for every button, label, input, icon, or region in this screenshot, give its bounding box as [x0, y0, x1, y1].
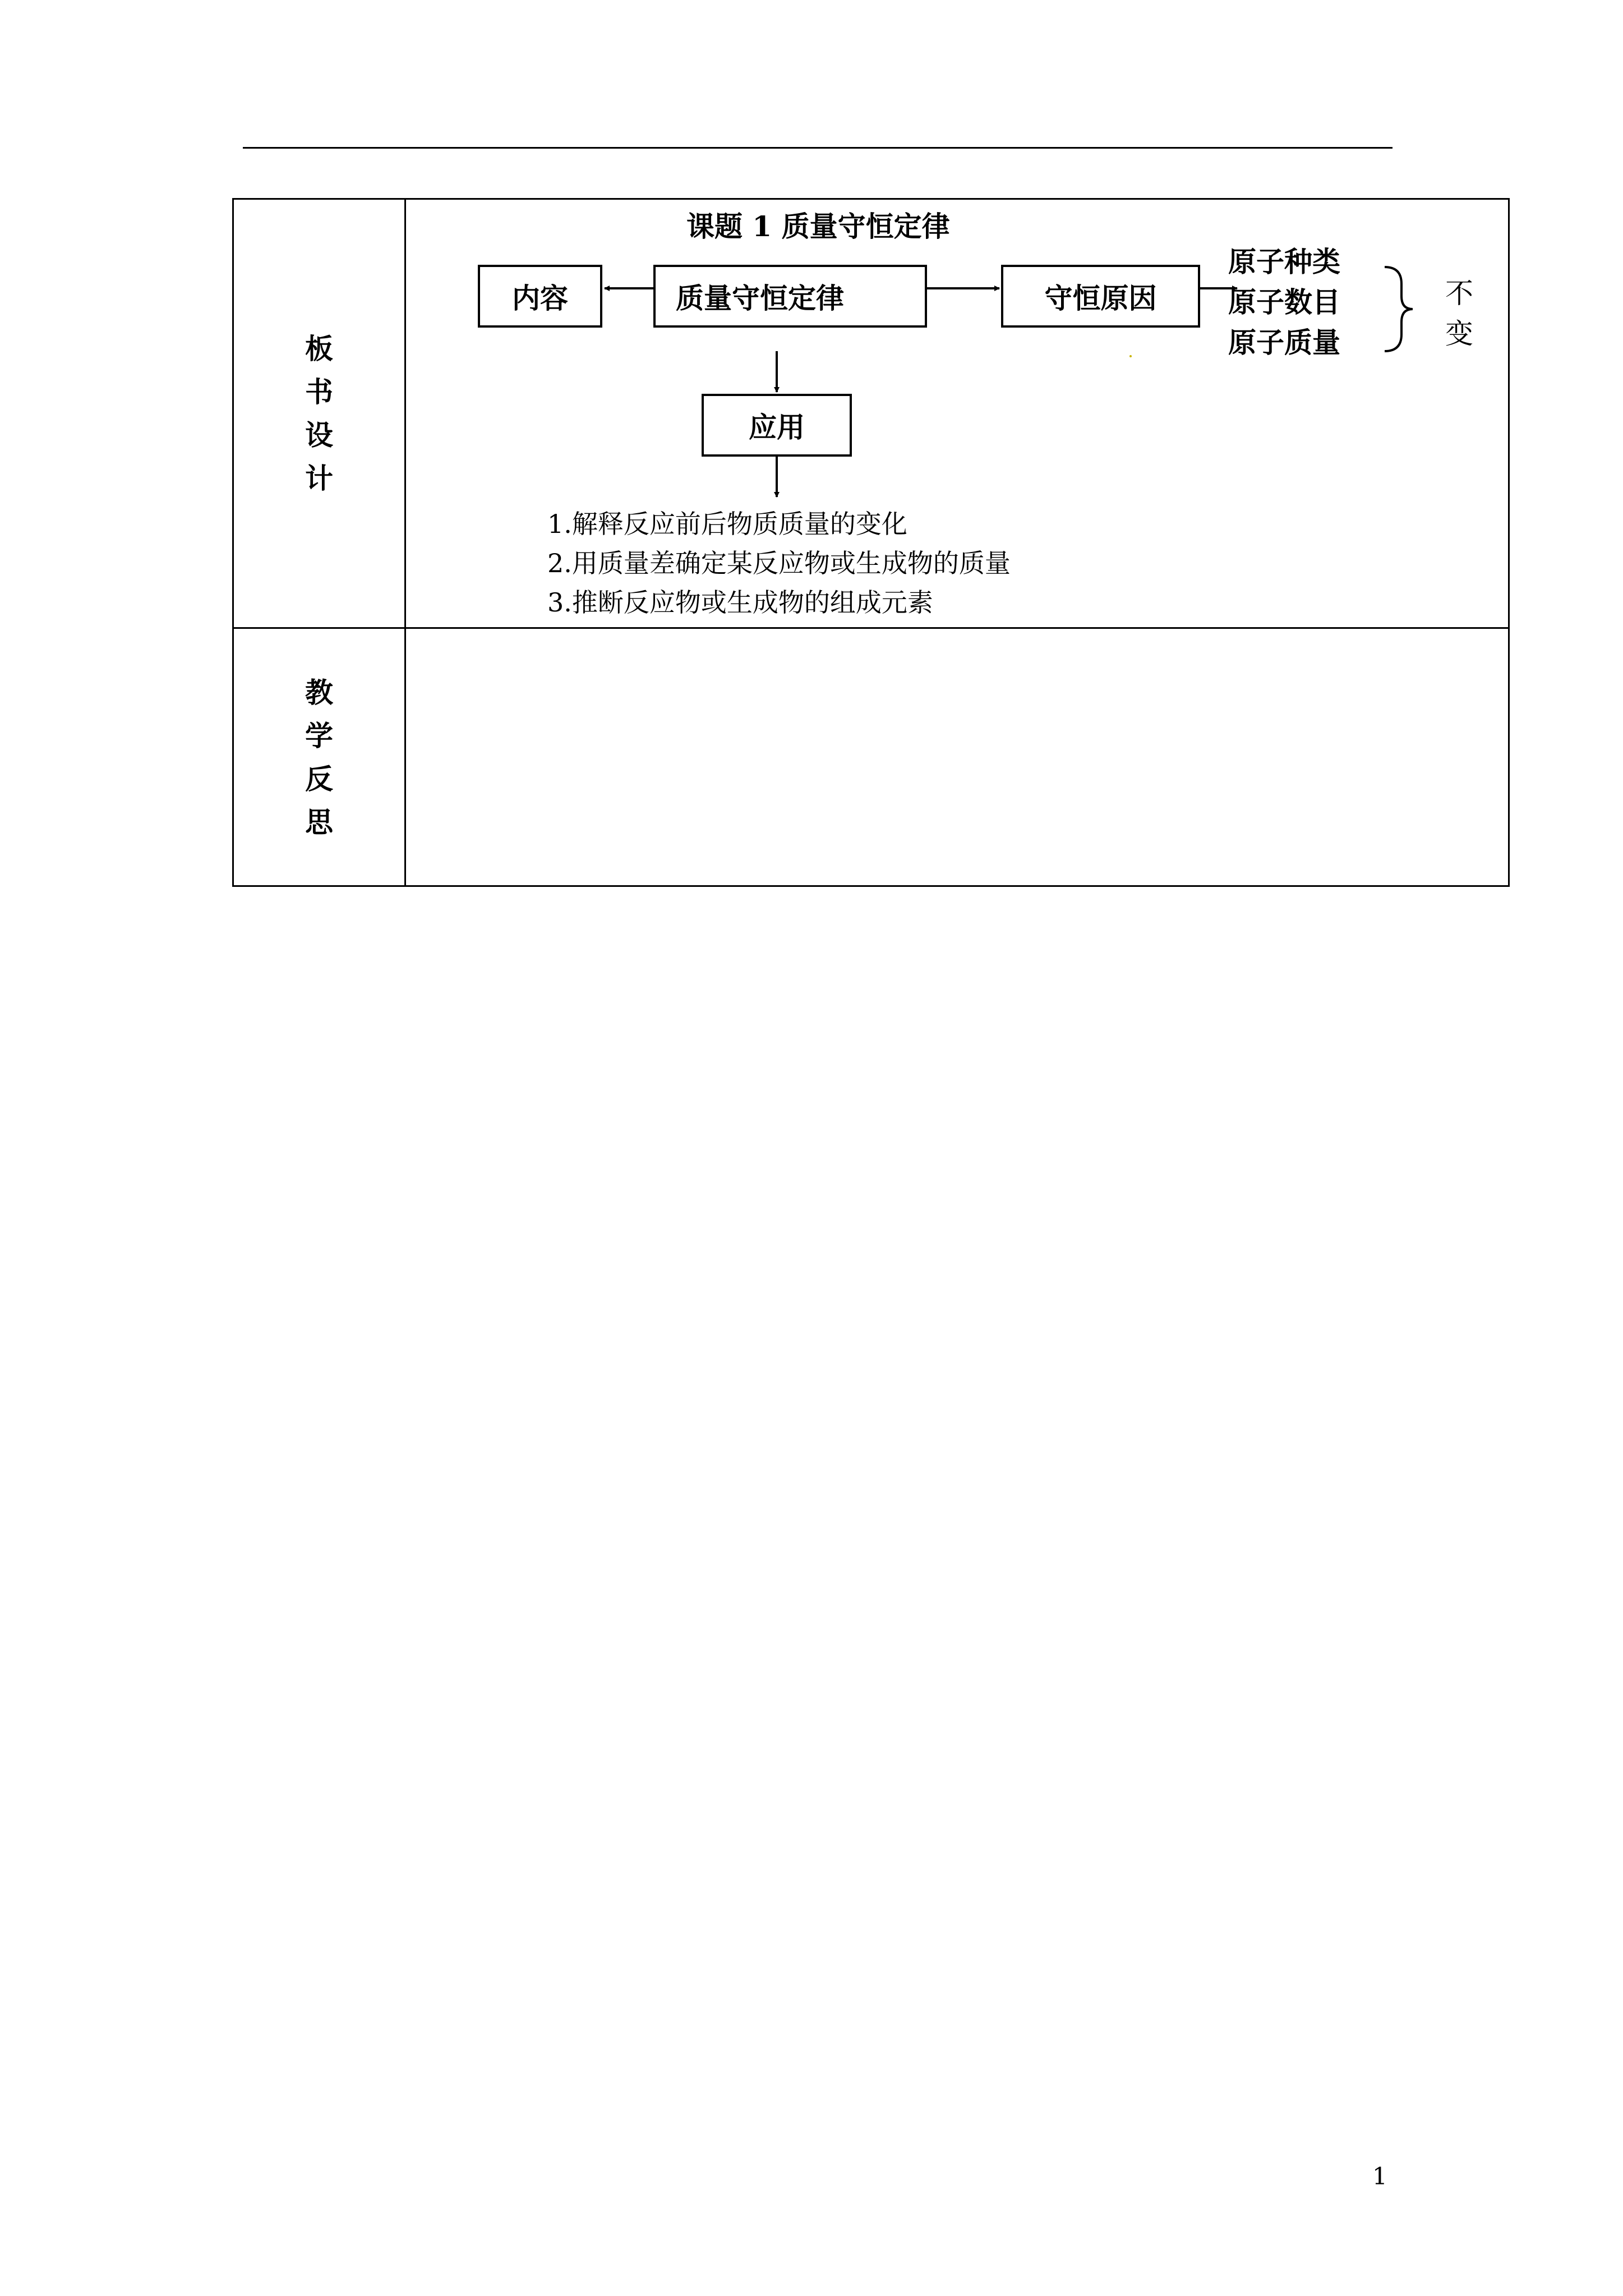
reflection-label-cell [233, 628, 405, 886]
board-design-label-char: 设 [305, 418, 333, 452]
reflection-content-cell[interactable] [405, 628, 1509, 886]
atom-item: 原子种类 [1228, 245, 1340, 278]
content-box: 内容 [478, 265, 602, 328]
unchanged-label [1445, 273, 1473, 354]
board-design-content-cell [405, 199, 1509, 628]
stray-dot [1129, 355, 1132, 357]
application-item: 1.解释反应前后物质质量的变化 [547, 509, 907, 539]
reflection-label-char: 思 [305, 805, 333, 839]
unchanged-char: 不 [1445, 277, 1473, 310]
board-design-label-char: 板 [305, 332, 333, 365]
reflection-row [233, 628, 1509, 886]
header-rule [243, 147, 1393, 149]
application-box: 应用 [702, 394, 852, 457]
page-number: 1 [1372, 2162, 1387, 2190]
reflection-label-char: 反 [305, 762, 333, 795]
lesson-title: 课题 1 质量守恒定律 [686, 210, 950, 243]
board-design-label-char: 计 [305, 462, 333, 495]
board-design-label-cell [233, 199, 405, 628]
law-box: 质量守恒定律 [653, 265, 927, 328]
reflection-label [305, 671, 333, 844]
application-item: 3.推断反应物或生成物的组成元素 [547, 587, 933, 618]
reflection-label-char: 教 [305, 675, 333, 709]
board-diagram [406, 200, 1508, 627]
right-brace [1385, 267, 1413, 351]
atom-list [1228, 242, 1340, 363]
application-item: 2.用质量差确定某反应物或生成物的质量 [547, 548, 1011, 578]
lesson-table [232, 198, 1510, 887]
board-design-row [233, 199, 1509, 628]
atom-item: 原子质量 [1228, 326, 1340, 359]
reflection-label-char: 学 [305, 719, 333, 752]
unchanged-char: 变 [1445, 318, 1473, 350]
reason-box: 守恒原因 [1001, 265, 1200, 328]
application-list [547, 504, 1011, 622]
board-design-label-char: 书 [305, 375, 333, 408]
board-design-label [305, 327, 333, 500]
atom-item: 原子数目 [1228, 286, 1340, 319]
